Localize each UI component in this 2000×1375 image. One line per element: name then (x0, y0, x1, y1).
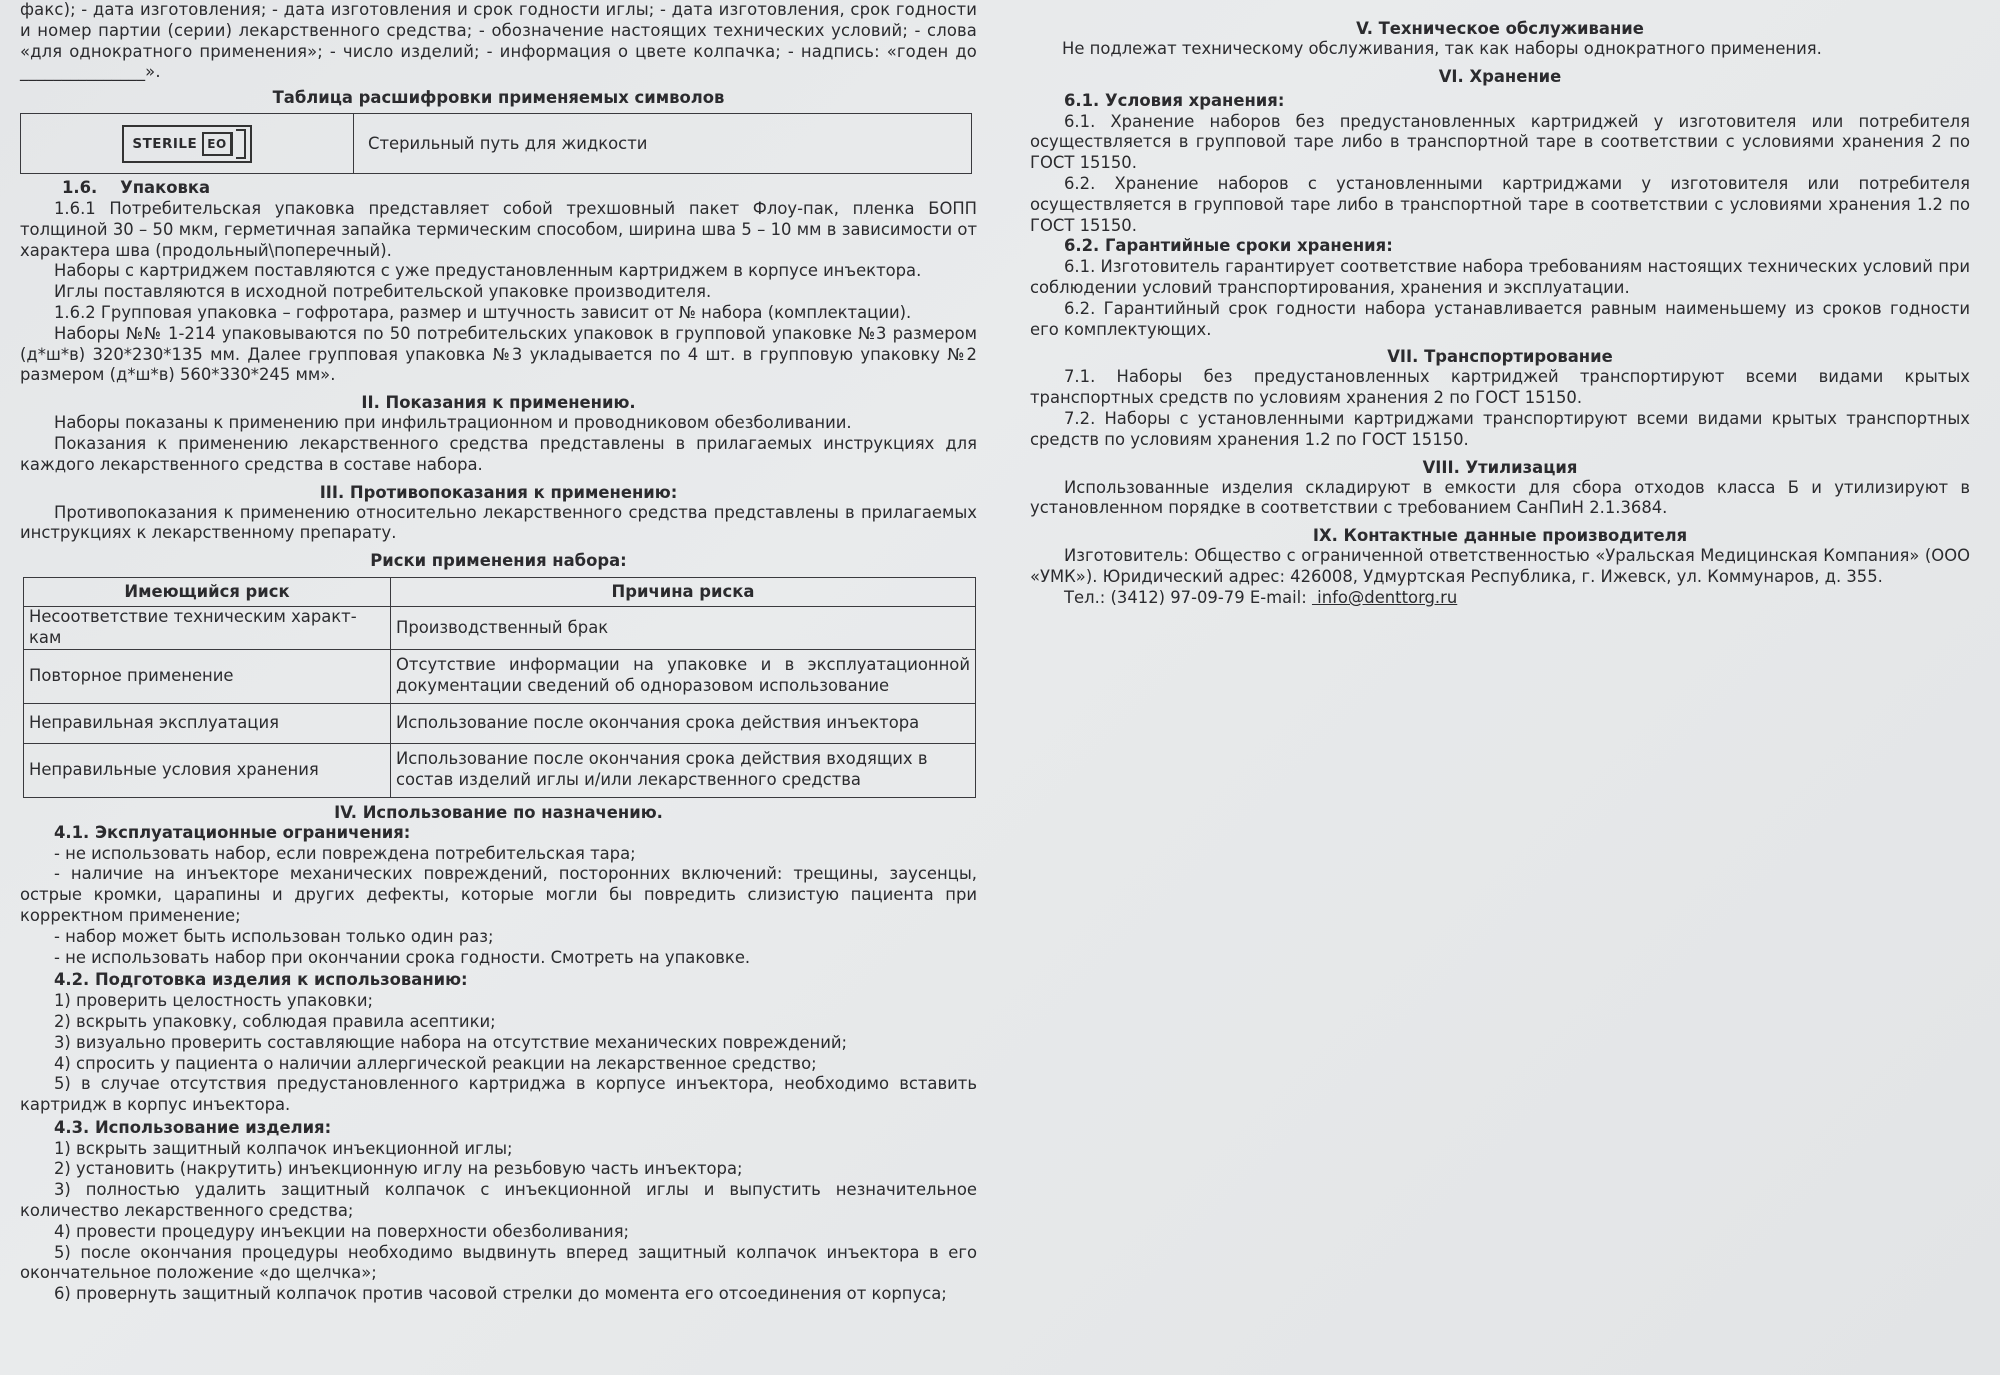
list-item: 2) вскрыть упаковку, соблюдая правила асептики; (54, 1011, 496, 1031)
pack-paragraph: 1.6.2 Групповая упаковка – гофротара, размер и штучность зависит от № набора (комплектации). (54, 302, 912, 322)
section-6-heading: VI. Хранение (1438, 66, 1562, 86)
list-item: 5) после окончания процедуры необходимо выдвинуть вперед защитный колпачок инъектора в его окончательное положение «до щелчка»; (20, 1242, 977, 1283)
pack-paragraph: 1.6.1 Потребительская упаковка представляет собой трехшовный пакет Флоу-пак, пленка БОПП толщиной 30 – 50 мкм, герметичная запайка термическим способом, ширина шва 5 – 10 мм в зависимости от характера шва (продольный\поперечный). (20, 198, 977, 260)
storage-paragraph: 6.2. Хранение наборов с установленными картриджами у изготовителя или потребителя осуществляется в групповой таре либо в транспортной таре в соответствии с условиями хранения 1.2 по ГОСТ 15150. (1030, 173, 1970, 235)
section-7-heading: VII. Транспортирование (1387, 347, 1613, 367)
section-4-1-heading: 4.1. Эксплуатационные ограничения: (54, 822, 411, 842)
usage-list (20, 1139, 977, 1305)
phone-text: Тел.: (3412) 97-09-79 E-mail: (1064, 587, 1312, 607)
preparation-list (20, 991, 977, 1116)
table-row (24, 649, 976, 703)
restrictions-list (20, 844, 977, 969)
list-item: 4) спросить у пациента о наличии аллергической реакции на лекарственное средство; (54, 1053, 817, 1073)
list-item: - не использовать набор при окончании срока годности. Смотреть на упаковке. (54, 947, 751, 967)
section-4-heading: IV. Использование по назначению. (334, 802, 663, 822)
symbols-table-title: Таблица расшифровки применяемых символов (272, 88, 725, 108)
section-9-heading: IX. Контактные данные производителя (1312, 526, 1688, 546)
transport-paragraph: 7.2. Наборы с установленными картриджами транспортируют всеми видами крытых транспортных средств по условиям хранения 1.2 по ГОСТ 15150. (1030, 408, 1970, 449)
section-6-1-heading: 6.1. Условия хранения: (1064, 90, 1285, 110)
left-column (20, 0, 977, 1305)
risk-table (23, 577, 976, 798)
section-3-heading: III. Противопоказания к применению: (319, 482, 678, 502)
section-4-2-heading: 4.2. Подготовка изделия к использованию: (54, 970, 468, 990)
sterile-symbol-cell (21, 114, 354, 174)
cause-cell: Отсутствие информации на упаковке и в эксплуатационной документации сведений об одноразовом использование (391, 649, 976, 703)
packaging-heading: 1.6. Упаковка (62, 178, 211, 198)
cause-cell: Производственный брак (391, 607, 976, 650)
sterile-mark-text: STERILE (132, 135, 198, 152)
list-item: - набор может быть использован только один раз; (54, 926, 494, 946)
table-row (24, 743, 976, 797)
list-item: 5) в случае отсутствия предустановленного картриджа в корпусе инъектора, необходимо вставить картридж в корпус инъектора. (20, 1074, 977, 1115)
list-item: 3) визуально проверить составляющие набора на отсутствие механических повреждений; (54, 1032, 848, 1052)
cause-cell: Использование после окончания срока действия инъектора (391, 703, 976, 743)
sterile-eo-icon (122, 125, 251, 163)
disposal-paragraph: Использованные изделия складируют в емкости для сбора отходов класса Б и утилизируют в установленном порядке в соответствии с требованием СанПиН 2.1.3684. (1030, 477, 1970, 518)
right-column (1030, 18, 1970, 609)
table-header-row (24, 578, 976, 607)
list-item: - наличие на инъекторе механических повреждений, посторонних включений: трещины, заусенцы, острые кромки, царапины и других дефекты, которые могли бы повредить слизистую пациента при корректном применение; (20, 864, 977, 925)
section-5-paragraph: Не подлежат техническому обслуживания, так как наборы однократного применения. (1062, 39, 1822, 58)
list-item: - не использовать набор, если повреждена потребительская тара; (54, 843, 636, 863)
table-row (21, 114, 972, 174)
pack-paragraph: Иглы поставляются в исходной потребительской упаковке производителя. (54, 282, 712, 302)
risk-column-header: Имеющийся риск (24, 578, 391, 607)
intro-paragraph: факс); - дата изготовления; - дата изготовления и срок годности иглы; - дата изготовления, срок годности и номер партии (серии) лекарственного средства; - обозначение настоящих технических условий; - слова «для однократного применения»; - число изделий; - информация о цвете колпачка; - надпись: «годен до _______________». (20, 0, 977, 82)
risk-cell: Неправильные условия хранения (24, 743, 391, 797)
contact-line (1030, 588, 1970, 609)
list-item: 6) провернуть защитный колпачок против часовой стрелки до момента его отсоединения от корпуса; (54, 1284, 947, 1304)
risk-cell: Повторное применение (24, 649, 391, 703)
storage-paragraph: 6.1. Хранение наборов без предустановленных картриджей у изготовителя или потребителя осуществляется в групповой таре либо в транспортной таре в соответствии с условиями хранения 2 по ГОСТ 15150. (1030, 111, 1970, 173)
symbol-description: Стерильный путь для жидкости (354, 114, 972, 174)
manufacturer-paragraph: Изготовитель: Общество с ограниченной ответственностью «Уральская Медицинская Компания» (ООО «УМК»). Юридический адрес: 426008, Удмуртская Республика, г. Ижевск, ул. Коммунаров, д. 355. (1030, 546, 1970, 586)
risk-cell: Несоответствие техническим характ-кам (24, 607, 391, 650)
list-item: 1) проверить целостность упаковки; (54, 991, 374, 1011)
section-2-paragraph: Показания к применению лекарственного средства представлены в прилагаемых инструкциях для каждого лекарственного средства в составе набора. (20, 433, 977, 474)
list-item: 1) вскрыть защитный колпачок инъекционной иглы; (54, 1138, 513, 1158)
section-5-heading: V. Техническое обслуживание (1356, 19, 1644, 38)
pack-paragraph: Наборы с картриджем поставляются с уже предустановленным картриджем в корпусе инъектора. (54, 261, 922, 281)
table-row (24, 703, 976, 743)
risk-cell: Неправильная эксплуатация (24, 703, 391, 743)
cause-cell: Использование после окончания срока действия входящих в состав изделий иглы и/или лекарственного средства (391, 743, 976, 797)
list-item: 2) установить (накрутить) инъекционную иглу на резьбовую часть инъектора; (54, 1159, 743, 1179)
eo-mark-text: EO (202, 132, 232, 156)
risk-table-title: Риски применения набора: (370, 551, 627, 571)
table-row (24, 607, 976, 650)
pack-paragraph: Наборы №№ 1-214 упаковываются по 50 потребительских упаковок в групповой упаковке №3 размером (д*ш*в) 320*230*135 мм. Далее групповая упаковка №3 укладывается по 4 шт. в групповую упаковку №2 размером (д*ш*в) 560*330*245 мм». (20, 323, 977, 385)
section-2-heading: II. Показания к применению. (361, 393, 636, 413)
section-6-2-heading: 6.2. Гарантийные сроки хранения: (1064, 236, 1393, 256)
list-item: 4) провести процедуру инъекции на поверхности обезболивания; (54, 1221, 630, 1241)
list-item: 3) полностью удалить защитный колпачок с инъекционной иглы и выпустить незначительное количество лекарственного средства; (20, 1180, 977, 1221)
email-link[interactable]: info@denttorg.ru (1311, 587, 1458, 607)
transport-paragraph: 7.1. Наборы без предустановленных картриджей транспортируют всеми видами крытых транспортных средств по условиям хранения 2 по ГОСТ 15150. (1030, 367, 1970, 408)
section-8-heading: VIII. Утилизация (1422, 457, 1578, 477)
symbols-table (20, 113, 972, 174)
section-4-3-heading: 4.3. Использование изделия: (54, 1117, 332, 1137)
section-2-paragraph: Наборы показаны к применению при инфильтрационном и проводниковом обезболивании. (54, 413, 852, 433)
warranty-paragraph: 6.1. Изготовитель гарантирует соответствие набора требованиям настоящих технических условий при соблюдении условий транспортирования, хранения и эксплуатации. (1030, 257, 1970, 297)
cause-column-header: Причина риска (391, 578, 976, 607)
warranty-paragraph: 6.2. Гарантийный срок годности набора устанавливается равным наименьшему из сроков годности его комплектующих. (1030, 298, 1970, 339)
section-3-paragraph: Противопоказания к применению относительно лекарственного средства представлены в прилагаемых инструкциях к лекарственному препарату. (20, 502, 977, 543)
